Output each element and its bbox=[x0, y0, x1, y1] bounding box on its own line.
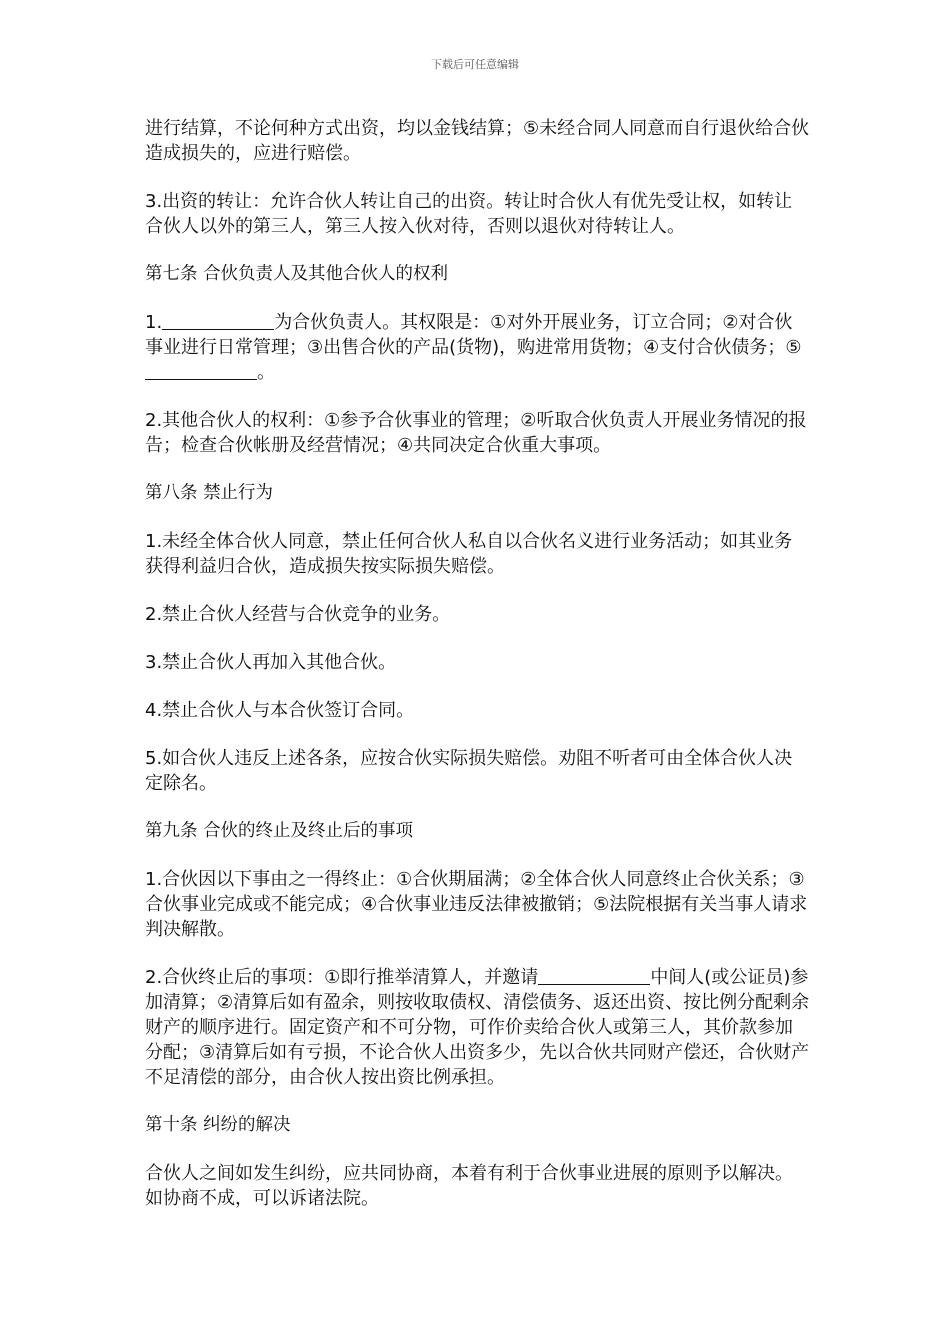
text-segment: 为合伙负责人。其权限是：①对外开展业务，订立合同；②对合伙事业进行日常管理；③出售合伙的产品(货物)，购进常用货物；④支付合伙债务；⑤ bbox=[145, 312, 802, 358]
paragraph-dispute-resolution: 合伙人之间如发生纠纷，应共同协商，本着有利于合伙事业进展的原则予以解决。如协商不成，可以诉诸法院。 bbox=[145, 1163, 793, 1209]
paragraph-prohibition-5: 5.如合伙人违反上述各条，应按合伙实际损失赔偿。劝阻不听者可由全体合伙人决定除名。 bbox=[145, 748, 793, 794]
fill-in-blank[interactable] bbox=[145, 361, 257, 380]
fill-in-blank[interactable] bbox=[538, 966, 650, 985]
page-header: 下载后可任意编辑 bbox=[431, 58, 519, 71]
paragraph-other-partners-rights: 2.其他合伙人的权利：①参予合伙事业的管理；②听取合伙负责人开展业务情况的报告；检查合伙帐册及经营情况；④共同决定合伙重大事项。 bbox=[145, 410, 807, 456]
paragraph-termination-causes: 1.合伙因以下事由之一得终止：①合伙期届满；②全体合伙人同意终止合伙关系；③合伙事业完成或不能完成；④合伙事业违反法律被撤销；⑤法院根据有关当事人请求判决解散。 bbox=[145, 869, 808, 940]
fill-in-blank[interactable] bbox=[162, 311, 274, 330]
paragraph-prohibition-2: 2.禁止合伙人经营与合伙竞争的业务。 bbox=[145, 604, 451, 625]
paragraph-prohibition-1: 1.未经全体合伙人同意，禁止任何合伙人私自以合伙名义进行业务活动；如其业务获得利益归合伙，造成损失按实际损失赔偿。 bbox=[145, 531, 793, 577]
paragraph-post-termination bbox=[145, 965, 810, 1090]
section-heading-article-10: 第十条 纠纷的解决 bbox=[145, 1115, 291, 1135]
document-body bbox=[145, 116, 810, 1234]
paragraph-settlement: 进行结算，不论何种方式出资，均以金钱结算；⑤未经合同人同意而自行退伙给合伙造成损失的，应进行赔偿。 bbox=[145, 118, 810, 164]
paragraph-capital-transfer: 3.出资的转让：允许合伙人转让自己的出资。转让时合伙人有优先受让权，如转让合伙人以外的第三人，第三人按入伙对待，否则以退伙对待转让人。 bbox=[145, 191, 793, 237]
section-heading-article-7: 第七条 合伙负责人及其他合伙人的权利 bbox=[145, 264, 449, 284]
paragraph-prohibition-3: 3.禁止合伙人再加入其他合伙。 bbox=[145, 652, 397, 673]
section-heading-article-8: 第八条 禁止行为 bbox=[145, 483, 274, 503]
text-segment: 1. bbox=[145, 312, 163, 333]
text-segment: 。 bbox=[257, 362, 275, 383]
text-segment: 2.合伙终止后的事项：①即行推举清算人，并邀请 bbox=[145, 967, 539, 988]
paragraph-partner-in-charge bbox=[145, 310, 810, 385]
paragraph-prohibition-4: 4.禁止合伙人与本合伙签订合同。 bbox=[145, 700, 415, 721]
section-heading-article-9: 第九条 合伙的终止及终止后的事项 bbox=[145, 821, 414, 841]
text-segment: 中间人(或公证员)参加清算；②清算后如有盈余，则按收取债权、清偿债务、返还出资、按比例分配剩余财产的顺序进行。固定资产和不可分物，可作价卖给合伙人或第三人，其价款参加分配；③清算后如有亏损，不论合伙人出资多少，先以合伙共同财产偿还，合伙财产不足清偿的部分，由合伙人按出资比例承担。 bbox=[145, 967, 810, 1088]
